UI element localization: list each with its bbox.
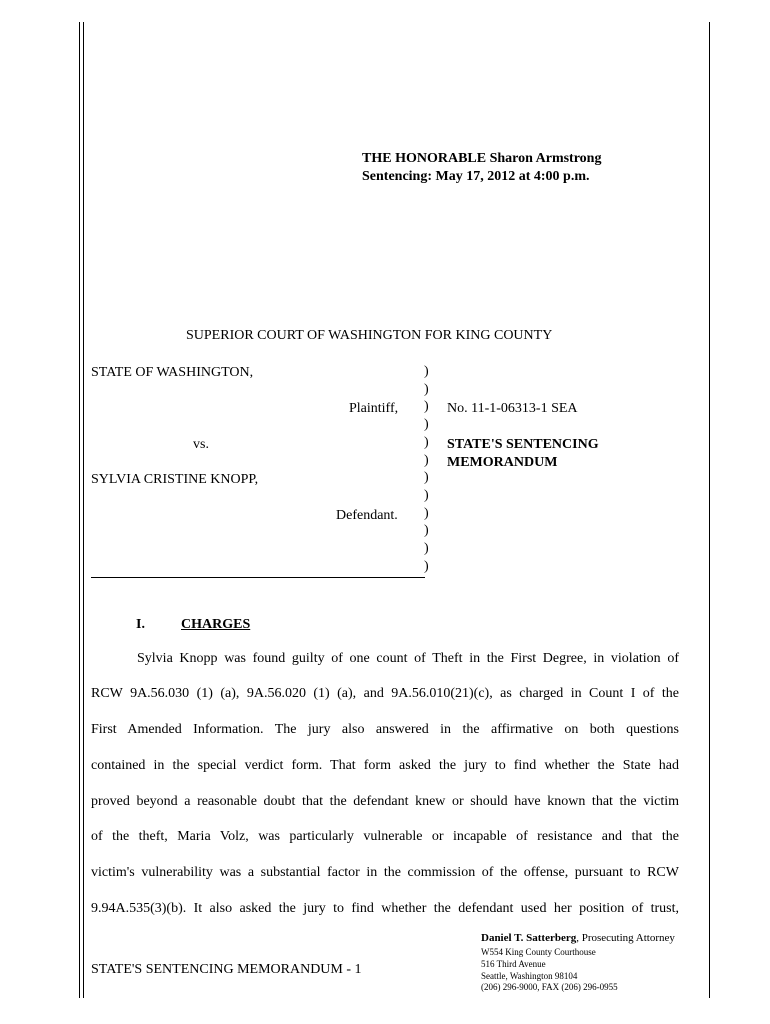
address-line-2: 516 Third Avenue xyxy=(481,959,546,969)
sentencing-line: Sentencing: May 17, 2012 at 4:00 p.m. xyxy=(362,169,590,184)
caption-underline xyxy=(91,577,425,578)
paren: ) xyxy=(424,541,429,557)
paren: ) xyxy=(424,434,429,450)
paren: ) xyxy=(424,523,429,539)
doc-title-line1: STATE'S SENTENCING xyxy=(447,437,599,452)
body-line: proved beyond a reasonable doubt that the defendant knew or should have known that the victim xyxy=(91,794,679,809)
court-title: SUPERIOR COURT OF WASHINGTON FOR KING COUNTY xyxy=(186,328,553,343)
body-line: contained in the special verdict form. That form asked the jury to find whether the State had xyxy=(91,758,679,773)
body-line: Sylvia Knopp was found guilty of one count of Theft in the First Degree, in violation of xyxy=(137,651,679,666)
doc-title-line2: MEMORANDUM xyxy=(447,455,558,470)
address-line-1: W554 King County Courthouse xyxy=(481,947,596,957)
address-line-3: Seattle, Washington 98104 xyxy=(481,971,578,981)
paren: ) xyxy=(424,470,429,486)
footer-title: STATE'S SENTENCING MEMORANDUM - 1 xyxy=(91,962,362,977)
phone-line: (206) 296-9000, FAX (206) 296-0955 xyxy=(481,982,618,992)
body-line: First Amended Information. The jury also answered in the affirmative on both questions xyxy=(91,722,679,737)
paren: ) xyxy=(424,452,429,468)
judge-line: THE HONORABLE Sharon Armstrong xyxy=(362,151,602,166)
case-number: No. 11-1-06313-1 SEA xyxy=(447,401,578,416)
right-margin-rule xyxy=(709,22,710,998)
paren: ) xyxy=(424,505,429,521)
attorney-name: Daniel T. Satterberg xyxy=(481,932,577,944)
attorney-line xyxy=(481,932,675,944)
paren: ) xyxy=(424,487,429,503)
defendant-label: Defendant. xyxy=(336,508,398,523)
attorney-title: , Prosecuting Attorney xyxy=(576,932,675,944)
plaintiff-label: Plaintiff, xyxy=(349,401,399,416)
paren: ) xyxy=(424,399,429,415)
body-line: of the theft, Maria Volz, was particularly vulnerable or incapable of resistance and that the xyxy=(91,829,679,844)
section-heading: CHARGES xyxy=(181,617,251,632)
body-line: 9.94A.535(3)(b). It also asked the jury to find whether the defendant used her position of trust, xyxy=(91,901,679,916)
body-line: RCW 9A.56.030 (1) (a), 9A.56.020 (1) (a), and 9A.56.010(21)(c), as charged in Count I of the xyxy=(91,686,679,701)
body-line: victim's vulnerability was a substantial factor in the commission of the offense, pursuant to RCW xyxy=(91,865,679,880)
caption-parens xyxy=(424,363,429,575)
section-number: I. xyxy=(136,617,145,632)
paren: ) xyxy=(424,381,429,397)
paren: ) xyxy=(424,417,429,433)
left-margin-rule-outer xyxy=(79,22,80,998)
paren: ) xyxy=(424,558,429,574)
left-margin-rule-inner xyxy=(83,22,84,998)
plaintiff-name: STATE OF WASHINGTON, xyxy=(91,365,254,380)
paren: ) xyxy=(424,364,429,379)
defendant-name: SYLVIA CRISTINE KNOPP, xyxy=(91,472,259,487)
vs-label: vs. xyxy=(193,437,209,452)
